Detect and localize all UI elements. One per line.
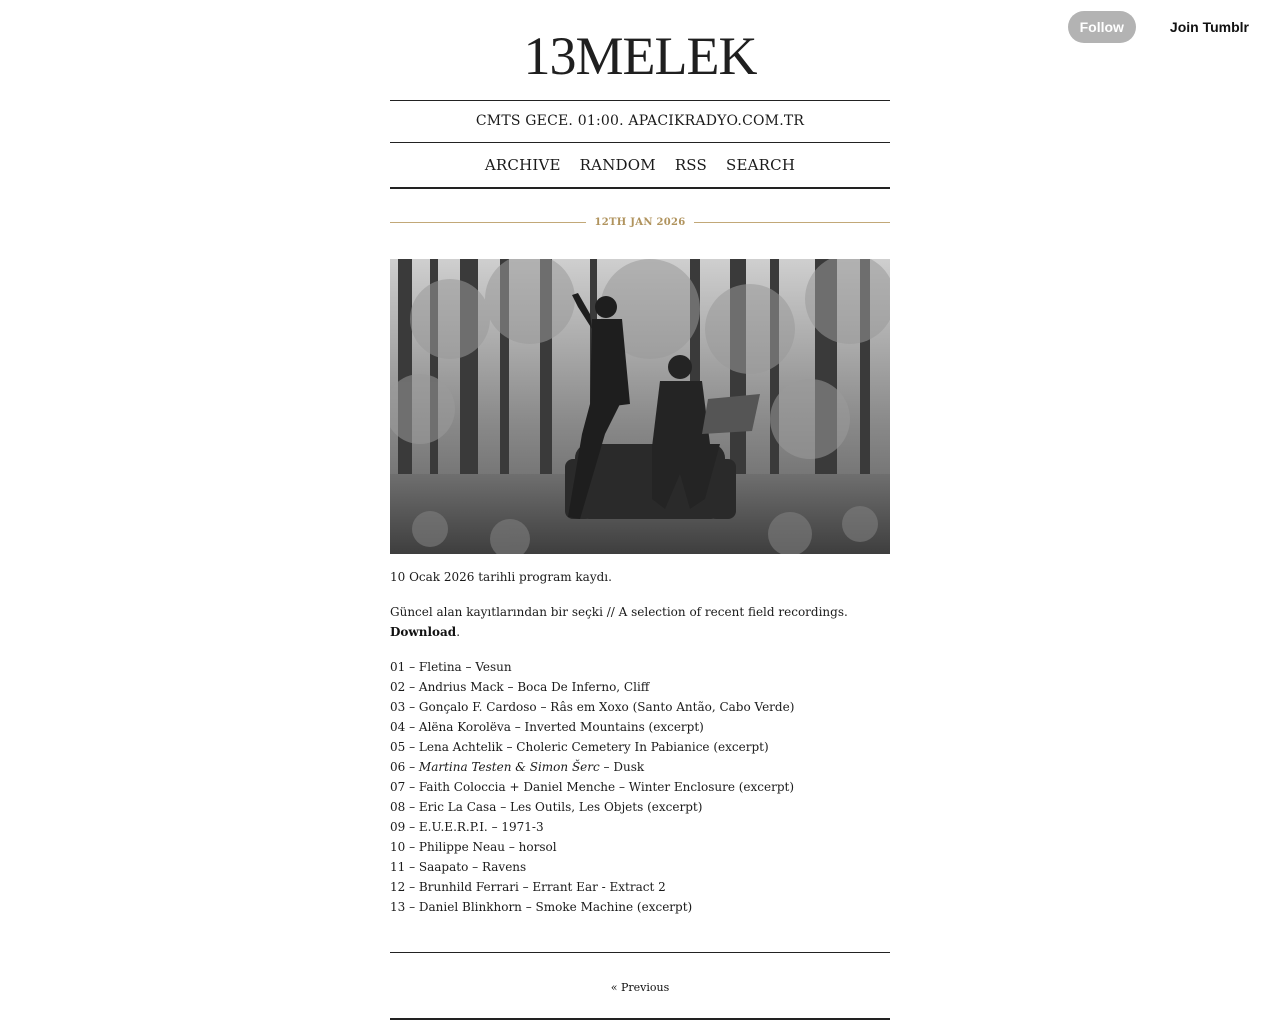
main-nav — [390, 143, 890, 187]
nav-random[interactable]: RANDOM — [579, 156, 656, 174]
track-title: – Râs em Xoxo (Santo Antão, Cabo Verde) — [536, 700, 795, 714]
blog-container — [390, 0, 890, 1020]
join-tumblr-link[interactable]: Join Tumblr — [1169, 19, 1249, 35]
track-title: – Ravens — [468, 860, 527, 874]
track-artist: Brunhild Ferrari — [418, 880, 519, 894]
track-artist: Saapato — [418, 860, 469, 874]
track-artist: Alëna Korolëva — [418, 720, 511, 734]
track-item — [390, 737, 890, 757]
nav-search[interactable]: SEARCH — [726, 156, 796, 174]
nav-archive[interactable]: ARCHIVE — [484, 156, 561, 174]
track-number: 11 – — [390, 860, 419, 874]
date-line-right — [694, 222, 890, 223]
track-artist: Fletina — [418, 660, 462, 674]
track-artist: E.U.E.R.P.I. — [418, 820, 488, 834]
track-number: 03 – — [390, 700, 419, 714]
track-artist: Gonçalo F. Cardoso — [418, 700, 537, 714]
track-title: – horsol — [505, 840, 557, 854]
divider — [390, 1018, 890, 1020]
track-title: – Choleric Cemetery In Pabianice (excerpt) — [502, 740, 769, 754]
track-title: – Inverted Mountains (excerpt) — [510, 720, 704, 734]
track-item — [390, 657, 890, 677]
post-body — [390, 567, 890, 917]
track-item — [390, 757, 890, 777]
track-title: – Smoke Machine (excerpt) — [521, 900, 693, 914]
pagination — [390, 953, 890, 1018]
track-title: – Errant Ear - Extract 2 — [518, 880, 666, 894]
track-artist: Philippe Neau — [418, 840, 505, 854]
track-title: – Dusk — [599, 760, 645, 774]
track-item — [390, 837, 890, 857]
previous-page-link[interactable]: « Previous — [610, 981, 670, 994]
site-description: CMTS GECE. 01:00. APACIKRADYO.COM.TR — [475, 113, 805, 129]
track-number: 09 – — [390, 820, 419, 834]
track-item — [390, 797, 890, 817]
track-number: 01 – — [390, 660, 419, 674]
site-title[interactable]: 13MELEK — [523, 26, 757, 86]
nav-rss[interactable]: RSS — [674, 156, 707, 174]
track-title: – Boca De Inferno, Cliff — [503, 680, 650, 694]
follow-button[interactable]: Follow — [1068, 11, 1136, 43]
track-number: 06 – — [390, 760, 419, 774]
track-number: 07 – — [390, 780, 419, 794]
track-title: – Les Outils, Les Objets (excerpt) — [496, 800, 703, 814]
post-photo[interactable] — [390, 259, 890, 554]
track-number: 02 – — [390, 680, 419, 694]
track-item — [390, 777, 890, 797]
track-item — [390, 677, 890, 697]
track-artist: Martina Testen & Simon Šerc — [418, 760, 600, 774]
track-number: 13 – — [390, 900, 419, 914]
track-artist: Daniel Blinkhorn — [418, 900, 522, 914]
date-line-left — [390, 222, 586, 223]
track-item — [390, 877, 890, 897]
download-link[interactable]: Download — [390, 625, 457, 639]
track-title: – 1971-3 — [487, 820, 544, 834]
track-item — [390, 897, 890, 917]
track-number: 10 – — [390, 840, 419, 854]
post-date[interactable]: 12TH JAN 2026 — [594, 217, 686, 228]
track-title: – Winter Enclosure (excerpt) — [615, 780, 795, 794]
track-item — [390, 717, 890, 737]
track-number: 05 – — [390, 740, 419, 754]
track-artist: Lena Achtelik — [418, 740, 503, 754]
tracklist — [390, 657, 890, 917]
divider — [390, 187, 890, 189]
track-item — [390, 697, 890, 717]
top-bar — [1068, 11, 1249, 43]
track-number: 04 – — [390, 720, 419, 734]
track-item — [390, 817, 890, 837]
track-number: 12 – — [390, 880, 419, 894]
post-selection: Güncel alan kayıtlarından bir seçki // A selection of recent field recordings. Download. — [390, 605, 848, 639]
track-artist: Faith Coloccia + Daniel Menche — [418, 780, 616, 794]
track-title: – Vesun — [461, 660, 512, 674]
track-item — [390, 857, 890, 877]
track-artist: Andrius Mack — [418, 680, 504, 694]
post-date-row — [390, 217, 890, 228]
post-intro: 10 Ocak 2026 tarihli program kaydı. — [390, 570, 612, 584]
track-number: 08 – — [390, 800, 419, 814]
track-artist: Eric La Casa — [418, 800, 497, 814]
selection-text: Güncel alan kayıtlarından bir seçki // A selection of recent field recordings. — [390, 605, 848, 619]
